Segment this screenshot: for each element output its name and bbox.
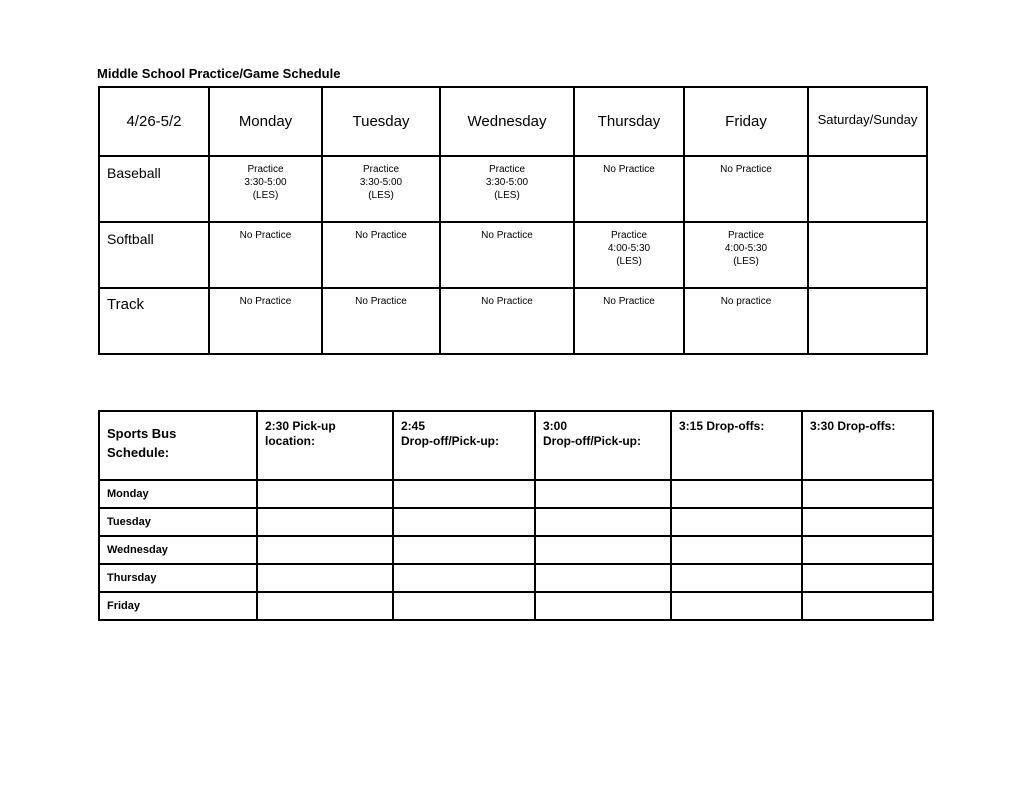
day-header: Tuesday	[322, 87, 440, 156]
table-row	[99, 156, 927, 222]
time-slot-header: 3:30 Drop-offs:	[802, 411, 933, 480]
sports-bus-schedule-table	[98, 410, 934, 621]
day-header: Wednesday	[440, 87, 574, 156]
table-row	[99, 508, 933, 536]
sport-label: Softball	[99, 222, 209, 288]
sport-label: Track	[99, 288, 209, 354]
table-row	[99, 222, 927, 288]
schedule-cell: No Practice	[209, 288, 322, 354]
schedule-cell: No Practice	[209, 222, 322, 288]
schedule-cell: No Practice	[684, 156, 808, 222]
day-label: Tuesday	[99, 508, 257, 536]
document-title: Middle School Practice/Game Schedule	[97, 66, 341, 81]
schedule-cell: No Practice	[574, 156, 684, 222]
day-label: Monday	[99, 480, 257, 508]
time-slot-header: 2:45 Drop-off/Pick-up:	[393, 411, 535, 480]
schedule-cell: No Practice	[322, 288, 440, 354]
schedule-cell	[808, 288, 927, 354]
empty-cell	[393, 508, 535, 536]
empty-cell	[535, 592, 671, 620]
empty-cell	[802, 592, 933, 620]
table-row	[99, 564, 933, 592]
empty-cell	[671, 508, 802, 536]
schedule-cell	[808, 222, 927, 288]
empty-cell	[802, 508, 933, 536]
empty-cell	[802, 536, 933, 564]
table-row	[99, 536, 933, 564]
empty-cell	[535, 480, 671, 508]
time-slot-header: 3:00 Drop-off/Pick-up:	[535, 411, 671, 480]
empty-cell	[257, 592, 393, 620]
sport-label: Baseball	[99, 156, 209, 222]
schedule-cell: Practice 3:30-5:00 (LES)	[209, 156, 322, 222]
empty-cell	[671, 536, 802, 564]
time-slot-header: 2:30 Pick-up location:	[257, 411, 393, 480]
day-label: Friday	[99, 592, 257, 620]
week-range-header: 4/26-5/2	[99, 87, 209, 156]
day-label: Thursday	[99, 564, 257, 592]
empty-cell	[393, 592, 535, 620]
empty-cell	[257, 480, 393, 508]
empty-cell	[257, 564, 393, 592]
empty-cell	[535, 536, 671, 564]
schedule-cell	[808, 156, 927, 222]
day-header: Saturday/Sunday	[808, 87, 927, 156]
empty-cell	[257, 536, 393, 564]
empty-cell	[535, 564, 671, 592]
header-row	[99, 87, 927, 156]
schedule-cell: Practice 3:30-5:00 (LES)	[440, 156, 574, 222]
schedule-cell: No practice	[684, 288, 808, 354]
day-header: Monday	[209, 87, 322, 156]
schedule-cell: No Practice	[322, 222, 440, 288]
schedule-cell: No Practice	[574, 288, 684, 354]
practice-schedule-table	[98, 86, 928, 355]
empty-cell	[393, 564, 535, 592]
schedule-cell: Practice 4:00-5:30 (LES)	[684, 222, 808, 288]
header-row	[99, 411, 933, 480]
empty-cell	[535, 508, 671, 536]
table-row	[99, 288, 927, 354]
schedule-cell: Practice 3:30-5:00 (LES)	[322, 156, 440, 222]
empty-cell	[671, 480, 802, 508]
empty-cell	[671, 564, 802, 592]
empty-cell	[257, 508, 393, 536]
empty-cell	[802, 480, 933, 508]
day-header: Friday	[684, 87, 808, 156]
table-row	[99, 592, 933, 620]
table-row	[99, 480, 933, 508]
schedule-cell: Practice 4:00-5:30 (LES)	[574, 222, 684, 288]
schedule-cell: No Practice	[440, 222, 574, 288]
time-slot-header: 3:15 Drop-offs:	[671, 411, 802, 480]
empty-cell	[802, 564, 933, 592]
empty-cell	[393, 480, 535, 508]
empty-cell	[393, 536, 535, 564]
day-header: Thursday	[574, 87, 684, 156]
empty-cell	[671, 592, 802, 620]
schedule-cell: No Practice	[440, 288, 574, 354]
day-label: Wednesday	[99, 536, 257, 564]
bus-schedule-title: Sports Bus Schedule:	[99, 411, 257, 480]
